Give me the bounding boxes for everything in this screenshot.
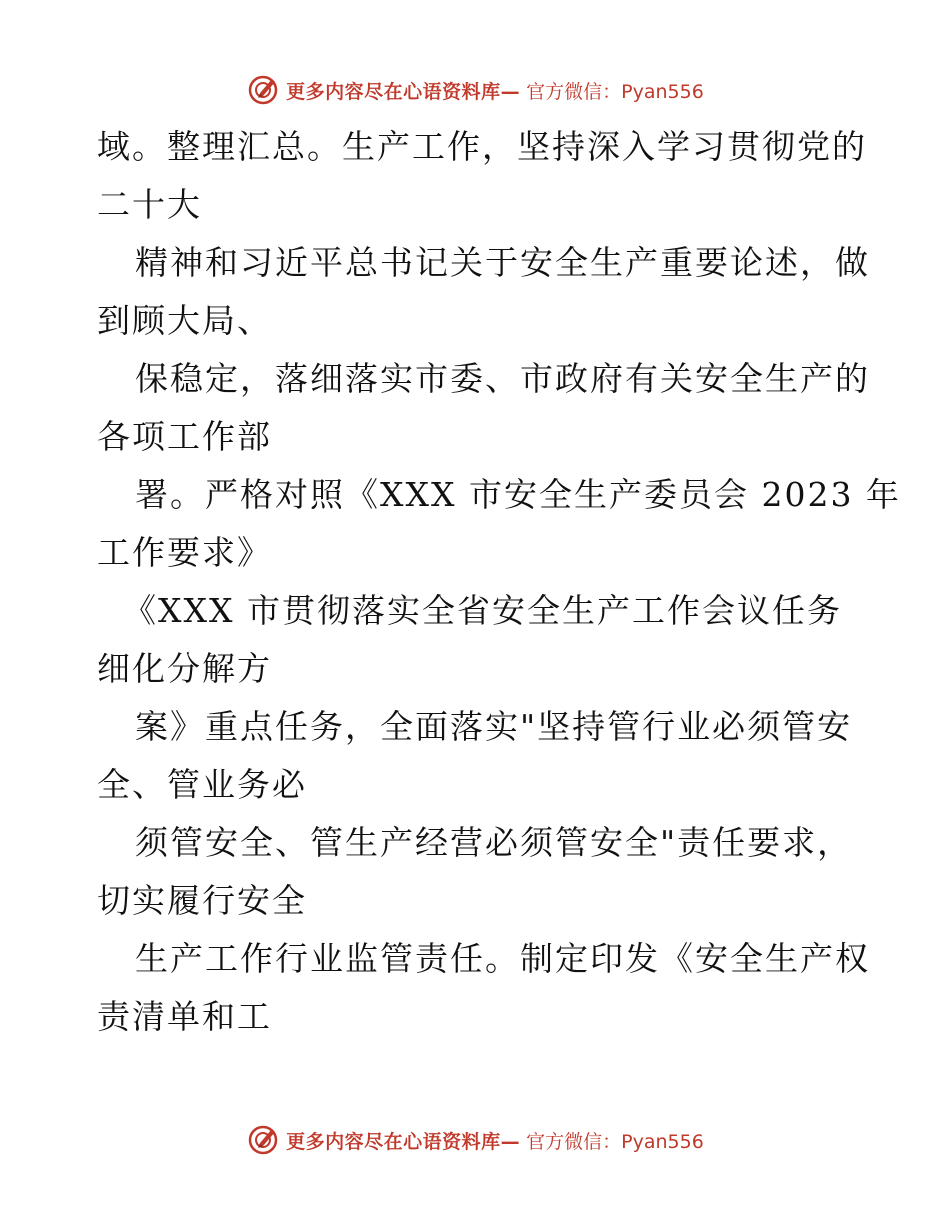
footer-banner [0,1120,950,1160]
text-line: 各项工作部 [97,417,272,456]
text-line: 二十大 [97,185,202,224]
text-line: 署。严格对照《XXX 市安全生产委员会 2023 年 [135,475,901,514]
pen-logo-icon [246,1123,280,1157]
text-line: 切实履行安全 [97,881,307,920]
text-line: 须管安全、管生产经营必须管安全"责任要求， [135,823,853,862]
text-line: 《XXX 市贯彻落实全省安全生产工作会议任务 [123,591,842,630]
text-line: 案》重点任务，全面落实"坚持管行业必须管安 [135,707,853,746]
document-body [97,118,901,1046]
pen-logo-icon [246,73,280,107]
text-line: 工作要求》 [97,533,272,572]
banner-wechat: 官方微信：Pyan556 [526,1130,704,1153]
text-line: 保稳定，落细落实市委、市政府有关安全生产的 [135,359,870,398]
text-line: 生产工作行业监管责任。制定印发《安全生产权 [135,939,870,978]
text-line: 细化分解方 [97,649,272,688]
banner-wechat: 官方微信：Pyan556 [526,80,704,103]
banner-text: 更多内容尽在心语资料库— [286,80,521,103]
text-line: 到顾大局、 [97,301,272,340]
text-line: 全、管业务必 [97,765,307,804]
header-banner [0,70,950,110]
banner-text: 更多内容尽在心语资料库— [286,1130,521,1153]
text-line: 域。整理汇总。生产工作，坚持深入学习贯彻党的 [97,127,867,166]
text-line: 精神和习近平总书记关于安全生产重要论述，做 [135,243,870,282]
text-line: 责清单和工 [97,997,272,1036]
